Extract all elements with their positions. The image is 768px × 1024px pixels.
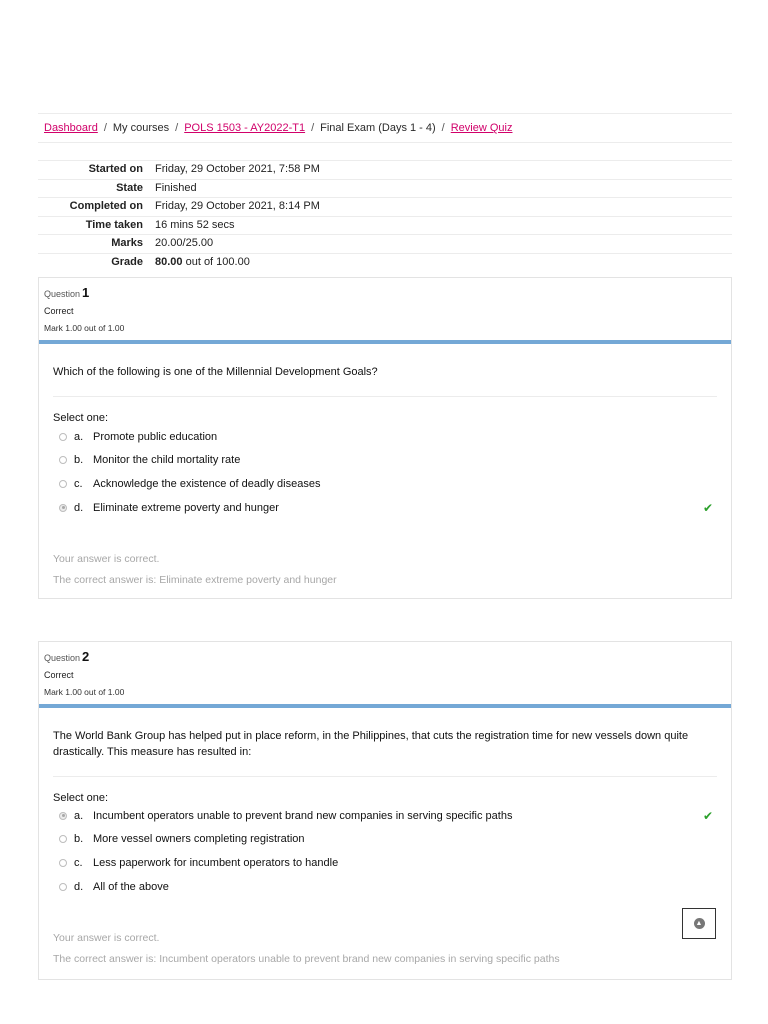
option-letter: c. (74, 856, 83, 869)
question-content (39, 704, 731, 965)
answer-option-a[interactable] (39, 425, 731, 449)
question-mark: Mark 1.00 out of 1.00 (44, 687, 125, 697)
correct-answer-text: The correct answer is: Incumbent operators unable to prevent brand new companies in serving specific paths (53, 953, 560, 966)
summary-value: Friday, 29 October 2021, 8:14 PM (155, 198, 732, 217)
radio-button-selected[interactable] (59, 504, 67, 512)
question-2 (38, 641, 732, 980)
breadcrumb-course-link[interactable]: POLS 1503 - AY2022-T1 (184, 122, 306, 134)
question-mark: Mark 1.00 out of 1.00 (44, 323, 125, 333)
question-state: Correct (44, 306, 74, 316)
summary-row-state (38, 179, 732, 198)
check-icon: ✔ (702, 808, 713, 823)
option-letter: a. (74, 430, 84, 443)
summary-label: Completed on (38, 198, 155, 217)
scroll-to-top-button[interactable] (682, 908, 716, 939)
summary-value: 20.00/25.00 (155, 235, 732, 254)
option-text: More vessel owners completing registration (93, 833, 305, 846)
question-info (39, 278, 731, 340)
breadcrumb-exam[interactable]: Final Exam (Days 1 - 4) (320, 122, 436, 134)
answer-options (39, 425, 731, 519)
breadcrumb-my-courses[interactable]: My courses (112, 122, 170, 134)
answer-option-b[interactable] (39, 449, 731, 473)
summary-row-started (38, 161, 732, 180)
grade-suffix: out of 100.00 (185, 255, 250, 268)
breadcrumb-separator: / (103, 122, 107, 134)
option-text: All of the above (93, 880, 169, 893)
grade-value: 80.00 (155, 255, 183, 268)
radio-button[interactable] (59, 883, 67, 891)
question-state: Correct (44, 670, 74, 680)
option-letter: a. (74, 809, 84, 822)
correct-answer-text: The correct answer is: Eliminate extreme poverty and hunger (53, 574, 337, 587)
option-text: Acknowledge the existence of deadly diseases (93, 477, 321, 490)
summary-value (155, 253, 732, 271)
summary-row-completed (38, 198, 732, 217)
question-label: Question (44, 289, 81, 299)
breadcrumb-dashboard-link[interactable]: Dashboard (44, 122, 98, 134)
question-text: The World Bank Group has helped put in place reform, in the Philippines, that cuts the registration time for new vessels down quite drastically. This measure has resulted in: (53, 708, 717, 777)
summary-value: 16 mins 52 secs (155, 216, 732, 235)
breadcrumb-review-link[interactable]: Review Quiz (450, 122, 513, 134)
summary-label: Grade (38, 253, 155, 271)
option-letter: d. (74, 880, 84, 893)
question-number: 2 (82, 649, 90, 664)
summary-label: Time taken (38, 216, 155, 235)
radio-button-selected[interactable] (59, 812, 67, 820)
answer-option-d[interactable] (39, 875, 731, 899)
breadcrumb-separator: / (175, 122, 179, 134)
question-1 (38, 277, 732, 599)
summary-row-marks (38, 235, 732, 254)
option-letter: d. (74, 501, 84, 514)
option-text: Promote public education (93, 430, 218, 443)
option-text: Monitor the child mortality rate (93, 454, 241, 467)
chevron-up-circle-icon: ▲ (694, 918, 705, 929)
option-letter: b. (74, 833, 84, 846)
radio-button[interactable] (59, 480, 67, 488)
radio-button[interactable] (59, 859, 67, 867)
attempt-summary-table (38, 160, 732, 272)
select-one-label: Select one: (53, 792, 109, 804)
answer-option-b[interactable] (39, 828, 731, 852)
answer-option-a[interactable] (39, 804, 731, 828)
answer-option-c[interactable] (39, 472, 731, 496)
radio-button[interactable] (59, 835, 67, 843)
question-content (39, 340, 731, 586)
summary-row-time (38, 216, 732, 235)
check-icon: ✔ (702, 500, 713, 515)
summary-value: Finished (155, 179, 732, 198)
answer-option-c[interactable] (39, 851, 731, 875)
breadcrumb-separator: / (441, 122, 445, 134)
option-text: Less paperwork for incumbent operators to handle (93, 856, 339, 869)
breadcrumb-separator: / (311, 122, 315, 134)
answer-option-d[interactable] (39, 496, 731, 520)
summary-value: Friday, 29 October 2021, 7:58 PM (155, 161, 732, 180)
option-text: Eliminate extreme poverty and hunger (93, 501, 279, 514)
answer-feedback: Your answer is correct. (53, 932, 160, 945)
summary-label: State (38, 179, 155, 198)
option-letter: b. (74, 454, 84, 467)
option-letter: c. (74, 477, 83, 490)
summary-label: Marks (38, 235, 155, 254)
radio-button[interactable] (59, 433, 67, 441)
question-number: 1 (82, 285, 90, 300)
question-text: Which of the following is one of the Millennial Development Goals? (53, 344, 717, 397)
answer-feedback: Your answer is correct. (53, 553, 160, 566)
question-info (39, 642, 731, 704)
summary-label: Started on (38, 161, 155, 180)
breadcrumb (38, 113, 732, 143)
select-one-label: Select one: (53, 412, 109, 424)
option-text: Incumbent operators unable to prevent brand new companies in serving specific paths (93, 809, 513, 822)
question-label: Question (44, 653, 81, 663)
answer-options (39, 804, 731, 898)
summary-row-grade (38, 253, 732, 271)
radio-button[interactable] (59, 456, 67, 464)
